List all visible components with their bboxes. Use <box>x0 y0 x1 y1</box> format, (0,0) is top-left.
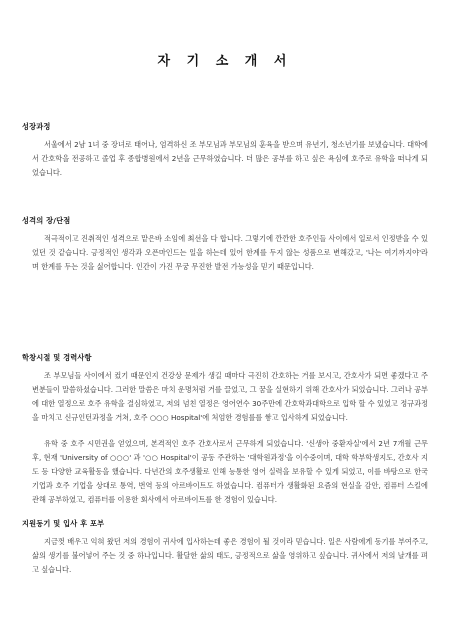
section-motivation <box>22 519 430 577</box>
section-heading: 성격의 장/단점 <box>22 216 71 225</box>
section-paragraph: 유학 중 호주 시민권을 얻었으며, 본격적인 호주 간호사로서 근무하게 되었습니다. '신생아 중환자실'에서 2년 7개월 근무 후, 현재 'University of ○○○' 과 '○○ Hospital'이 공동 주관하는 '대학원과정'을 이수중이며, 대학 학부학생지도, 간호사 지도 등 다양한 교육활동을 했습니다. 다년간의 호주생활로 인해 능통한 영어 실력을 보유할 수 있게 되었고, 이를 바탕으로 한국 기업과 호주 기업을 상대로 통역, 번역 등의 아르바이트도 하였습니다. 컴퓨터가 생활화된 요즘의 현실을 감안, 컴퓨터 스킬에 관해 공부하였고, 컴퓨터를 이용한 회사에서 아르바이트를 한 경험이 있습니다. <box>32 439 428 504</box>
section-paragraph: 조 부모님들 사이에서 컸기 때문인지 건강상 문제가 생길 때마다 극진히 간호하는 거를 보시고, 간호사가 되면 좋겠다고 주변분들이 말씀하셨습니다. 그러한 말씀은 마치 운명처럼 거를 끌었고, 그 꿈을 실현하기 위해 간호사가 되었습니다. 그러나 공부에 대한 열정으로 호주 유학을 결심하였고, 저의 넘친 열정은 영어연수 30주만에 간호학과대학으로 입학 할 수 있었고 정규과정을 마치고 신규인턴과정을 거쳐, 호주 ○○○ Hospital'에 처엄한 경험를를 쌓고 입사하게 되었습니다. <box>32 371 428 422</box>
document-title: 자 기 소 개 서 <box>157 54 293 69</box>
section-personality <box>22 216 430 274</box>
section-heading: 성장과정 <box>22 122 51 131</box>
section-heading: 학창시절 및 경력사항 <box>22 353 92 362</box>
section-heading: 지원동기 및 입사 후 포부 <box>22 519 105 528</box>
section-education-career <box>22 353 430 507</box>
section-paragraph: 서울에서 2남 1녀 중 장녀로 태어나, 엄격하신 조 부모님과 부모님의 훈육을 받으며 유년기, 청소년기를 보냈습니다. 대학에서 간호학을 전공하고 졸업 후 종합병원에서 2년을 근무하였습니다. 더 많은 공부를 하고 싶은 욕심에 호주로 유학을 떠나게 되었습니다. <box>32 140 428 177</box>
section-paragraph: 적극적이고 진취적인 성격으로 맡은바 소임에 최선을 다 합니다. 그렇기에 깐깐한 호주인들 사이에서 일로서 인정받을 수 있었던 것 같습니다. 긍정적인 생각과 오픈마인드는 일을 하는데 있어 한계를 두지 않는 성품으로 변해갔고, '나는 여기까지야'라며 한계를 두는 것을 싫어합니다. 인간이 가진 무궁 무진한 발전 가능성을 믿기 때문입니다. <box>32 234 428 271</box>
section-growth <box>22 122 430 180</box>
section-paragraph: 지금껏 배우고 익혀 왔던 저의 경험이 귀사에 입사하는데 좋은 경험이 될 것이라 믿습니다. 일은 사람에게 동기를 부여주고, 삶의 생기를 불어넣어 주는 것 중 하나입니다. 활달한 삶의 태도, 긍정적으로 삶을 영위하고 싶습니다. 귀사에서 저의 날개를 펴고 싶습니다. <box>32 537 428 574</box>
